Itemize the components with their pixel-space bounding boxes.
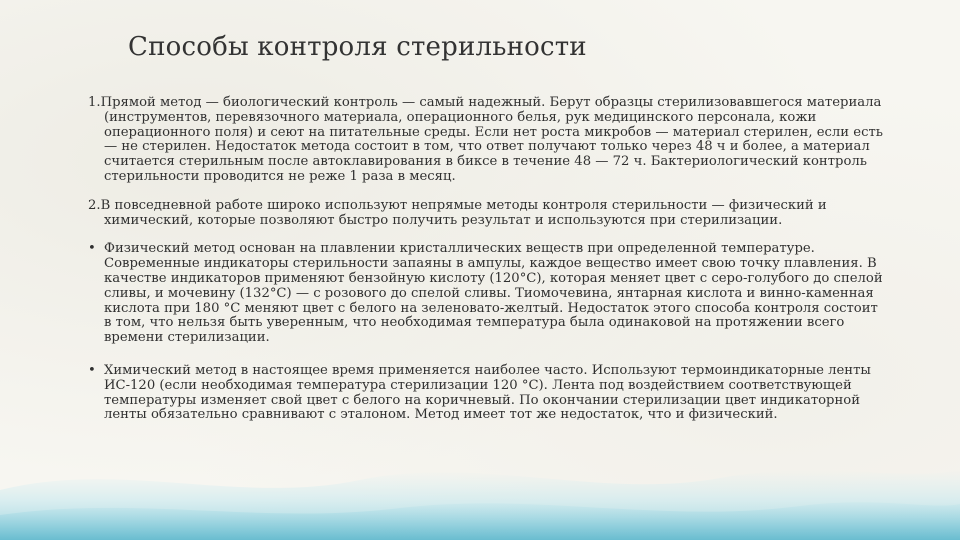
paragraph-text: Физический метод основан на плавлении кристаллических веществ при определенной температуре. Современные индикаторы стерильности запаяны в ампулы, каждое вещество имеет свою точку плавления. В качестве индикаторов применяют бензойную кислоту (120°С), которая меняет цвет с серо-голубого до спелой сливы, и мочевину (132°С) — с розового до спелой сливы. Тиомочевина, янтарная кислота и винно-каменная кислота при 180 °С меняют цвет с белого на зеленовато-желтый. Недостаток этого способа контроля состоит в том, что нельзя быть уверенным, что необходимая температура была одинаковой на протяжении всего времени стерилизации. (104, 241, 883, 346)
paragraph-indirect-methods (88, 199, 888, 229)
paragraph-text: 2.В повседневной работе широко используют непрямые методы контроля стерильности — физический и химический, которые позволяют быстро получить результат и используются при стерилизации. (88, 197, 827, 228)
paragraph-direct-method (88, 96, 888, 185)
bullet-physical-method (88, 242, 888, 346)
paragraph-text: 1.Прямой метод — биологический контроль — самый надежный. Берут образцы стерилизовавшегося материала (инструментов, перевязочного материала, операционного белья, рук медицинского персонала, кожи операционного поля) и сеют на питательные среды. Если нет роста микробов — материал стерилен, если есть — не стерилен. Недостаток метода состоит в том, что ответ получают только через 48 ч и более, а материал считается стерильным после автоклавирования в биксе в течение 48 — 72 ч. Бактериологический контроль стерильности проводится не реже 1 раза в месяц. (88, 95, 883, 184)
bullet-chemical-method (88, 364, 888, 423)
slide-title: Способы контроля стерильности (128, 32, 587, 62)
bullet-marker: • (88, 362, 96, 378)
slide-body (88, 96, 888, 441)
bullet-marker: • (88, 241, 96, 257)
paragraph-text: Химический метод в настоящее время применяется наиболее часто. Используют термоиндикаторные ленты ИС-120 (если необходимая температура стерилизации 120 °С). Лента под воздействием соответствующей температуры изменяет свой цвет с белого на коричневый. По окончании стерилизации цвет индикаторной ленты обязательно сравнивают с эталоном. Метод имеет тот же недостаток, что и физический. (104, 362, 871, 423)
